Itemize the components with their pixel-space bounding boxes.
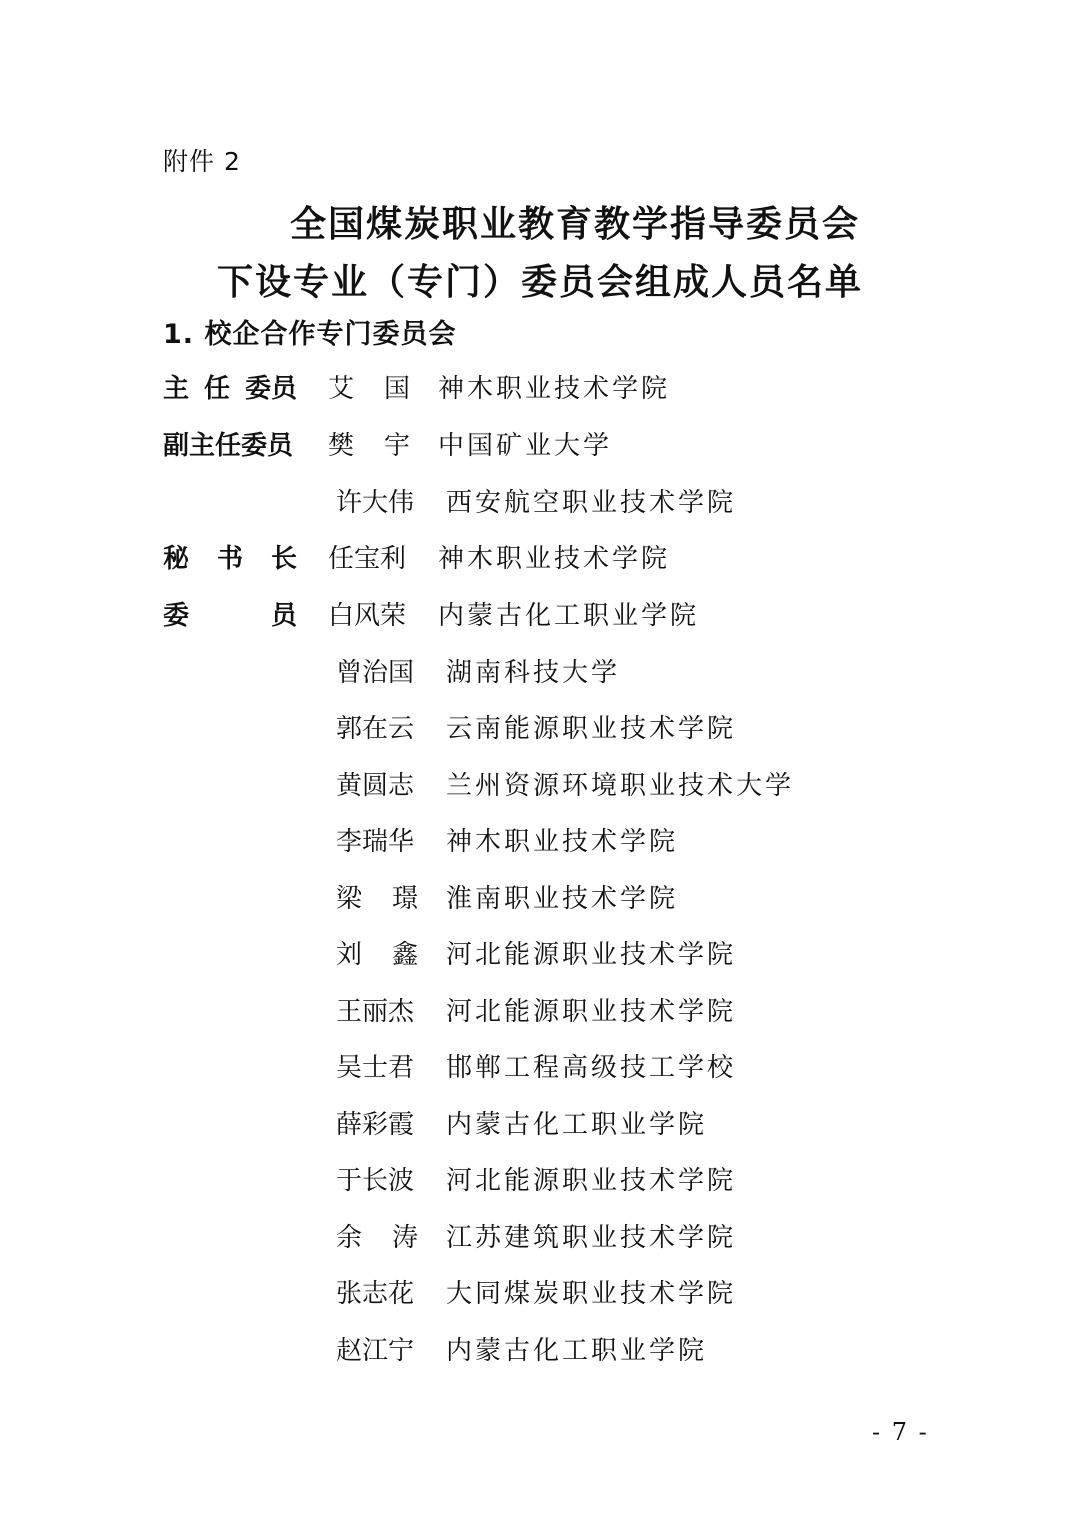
document-title-line-1: 全国煤炭职业教育教学指导委员会 xyxy=(289,203,860,245)
member-name xyxy=(336,708,418,745)
member-name-part: 薛彩霞 xyxy=(336,1110,415,1140)
member-name-part: 宇 xyxy=(383,431,410,461)
member-organization: 内蒙古化工职业学院 xyxy=(446,1336,708,1366)
member-name xyxy=(328,538,410,575)
member-organization: 大同煤炭职业技术学院 xyxy=(446,1279,737,1309)
member-role xyxy=(163,368,297,405)
member-name xyxy=(336,1217,418,1254)
document-title-line-2: 下设专业（专门）委员会组成人员名单 xyxy=(216,261,863,303)
member-name-part: 国 xyxy=(383,374,410,404)
member-organization: 河北能源职业技术学院 xyxy=(446,1166,737,1196)
member-name xyxy=(336,765,418,802)
member-organization: 神木职业技术学院 xyxy=(438,544,671,574)
member-name xyxy=(336,1047,418,1084)
page-number: - 7 - xyxy=(872,1418,929,1446)
member-organization: 邯郸工程高级技工学校 xyxy=(446,1053,737,1083)
member-name-part: 于长波 xyxy=(336,1166,415,1196)
member-role xyxy=(163,538,297,575)
member-name xyxy=(336,991,418,1028)
member-organization: 兰州资源环境职业技术大学 xyxy=(446,771,795,801)
member-name-part: 鑫 xyxy=(391,940,418,970)
member-role-part: 任 xyxy=(203,374,230,404)
member-organization: 河北能源职业技术学院 xyxy=(446,940,737,970)
section-heading: 1. 校企合作专门委员会 xyxy=(163,319,457,350)
member-name xyxy=(336,1160,418,1197)
member-role xyxy=(163,595,297,632)
member-organization: 河北能源职业技术学院 xyxy=(446,997,737,1027)
member-organization: 淮南职业技术学院 xyxy=(446,884,679,914)
member-name xyxy=(328,595,410,632)
member-name xyxy=(336,878,418,915)
member-role-part: 委 xyxy=(163,601,190,631)
member-name-part: 刘 xyxy=(336,940,363,970)
member-role xyxy=(163,425,297,462)
member-name-part: 黄圆志 xyxy=(336,771,415,801)
member-name xyxy=(336,1104,418,1141)
member-organization: 湖南科技大学 xyxy=(446,658,621,688)
member-name xyxy=(328,368,410,405)
member-name-part: 曾治国 xyxy=(336,658,415,688)
attachment-label: 附件 2 xyxy=(163,147,241,176)
member-role-part: 秘 xyxy=(163,544,190,574)
member-name xyxy=(336,652,418,689)
member-name-part: 任宝利 xyxy=(328,544,407,574)
member-name xyxy=(336,1273,418,1310)
member-role-part: 员 xyxy=(270,601,297,631)
member-name-part: 张志花 xyxy=(336,1279,415,1309)
member-role-part: 主 xyxy=(163,374,190,404)
member-organization: 中国矿业大学 xyxy=(438,431,613,461)
member-name xyxy=(336,821,418,858)
member-role-part: 副主任委员 xyxy=(163,431,294,461)
member-organization: 内蒙古化工职业学院 xyxy=(446,1110,708,1140)
member-name-part: 郭在云 xyxy=(336,714,415,744)
member-role-part: 委员 xyxy=(244,374,297,404)
member-name-part: 许大伟 xyxy=(336,488,415,518)
member-role-part: 长 xyxy=(270,544,297,574)
member-name xyxy=(328,425,410,462)
member-organization: 神木职业技术学院 xyxy=(446,827,679,857)
member-name-part: 李瑞华 xyxy=(336,827,415,857)
member-name-part: 赵江宁 xyxy=(336,1336,415,1366)
member-role-part: 书 xyxy=(216,544,243,574)
member-name-part: 吴士君 xyxy=(336,1053,415,1083)
member-name-part: 涛 xyxy=(391,1223,418,1253)
member-name xyxy=(336,934,418,971)
member-organization: 云南能源职业技术学院 xyxy=(446,714,737,744)
member-organization: 内蒙古化工职业学院 xyxy=(438,601,700,631)
member-name-part: 王丽杰 xyxy=(336,997,415,1027)
member-name-part: 艾 xyxy=(328,374,355,404)
member-organization: 江苏建筑职业技术学院 xyxy=(446,1223,737,1253)
member-organization: 神木职业技术学院 xyxy=(438,374,671,404)
member-name xyxy=(336,1330,418,1367)
member-name-part: 樊 xyxy=(328,431,355,461)
member-name-part: 梁 xyxy=(336,884,363,914)
member-name-part: 璟 xyxy=(391,884,418,914)
member-name-part: 余 xyxy=(336,1223,363,1253)
member-name xyxy=(336,482,418,519)
member-organization: 西安航空职业技术学院 xyxy=(446,488,737,518)
member-name-part: 白风荣 xyxy=(328,601,407,631)
